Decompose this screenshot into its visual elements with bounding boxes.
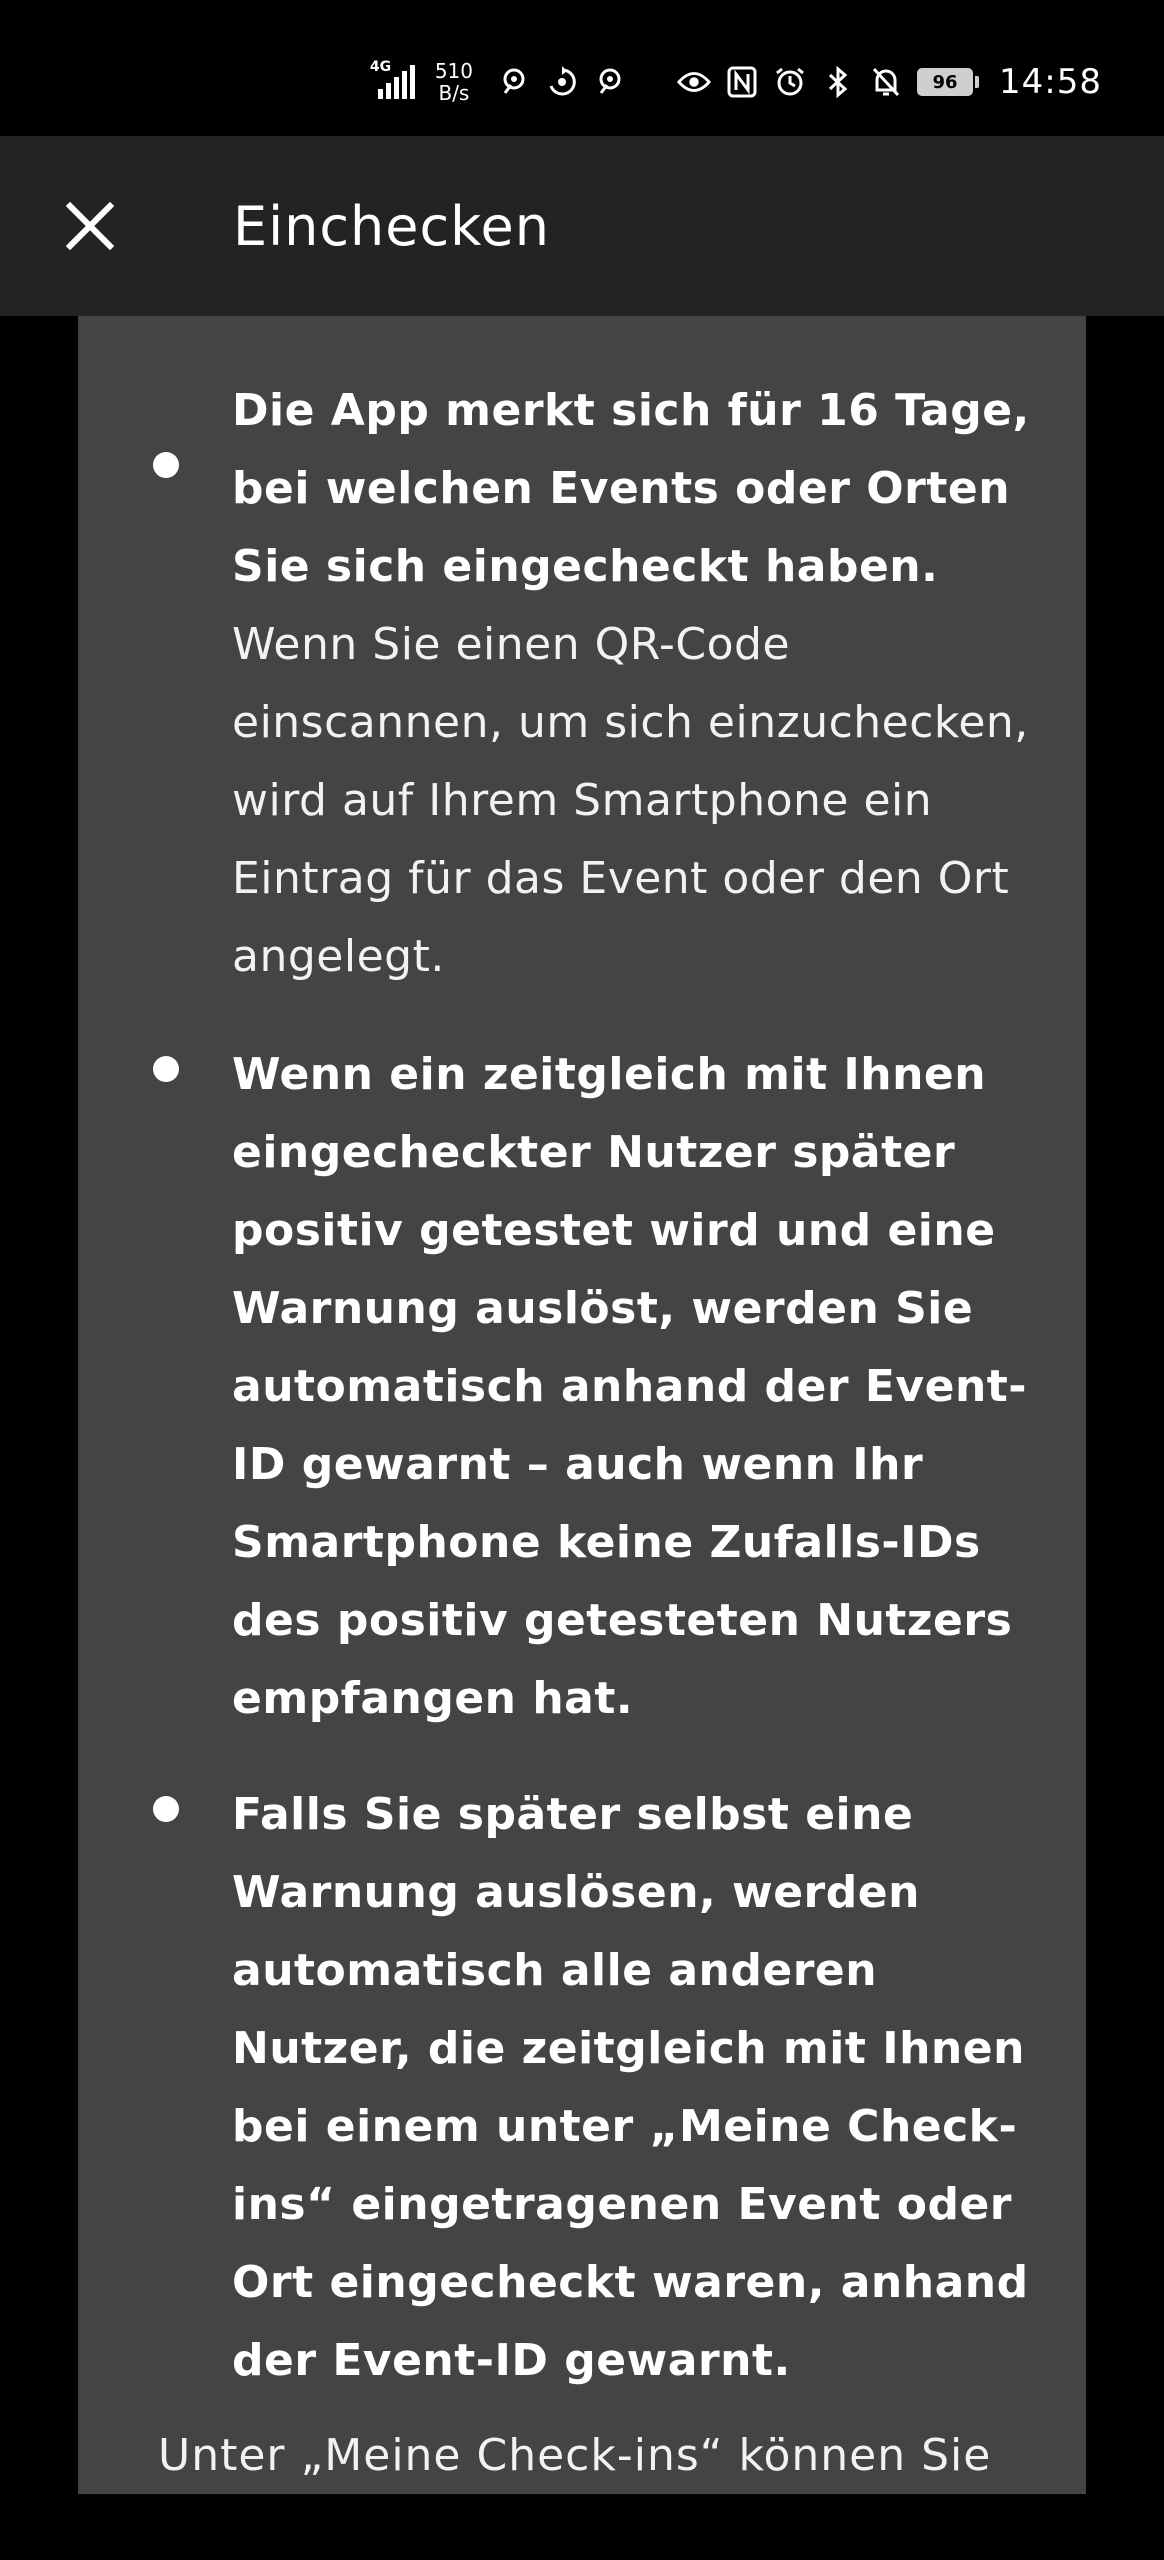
continuation-text: Unter „Meine Check-ins“ können Sie <box>158 2430 992 2481</box>
alarm-icon <box>773 65 807 99</box>
close-button[interactable] <box>50 186 130 266</box>
content-card[interactable] <box>78 316 1086 2494</box>
network-speed <box>435 60 473 104</box>
battery-icon <box>917 68 979 96</box>
bullet-text <box>232 1036 1052 1738</box>
bullet-text <box>232 1776 1052 2400</box>
sync-icon <box>545 65 579 99</box>
bullet-icon <box>153 452 179 478</box>
eye-icon <box>677 65 711 99</box>
nfc-icon <box>725 65 759 99</box>
network-speed-unit: B/s <box>438 81 470 105</box>
bluetooth-icon <box>821 65 855 99</box>
bullet-normal-text: Wenn Sie einen QR-Code einscannen, um sich einzuchecken, wird auf Ihrem Smartphone ein Eintrag für das Event oder den Ort angelegt. <box>232 619 1029 982</box>
battery-level: 96 <box>917 68 973 96</box>
bullet-text <box>232 372 1052 996</box>
bullet-icon <box>153 1796 179 1822</box>
page-title: Einchecken <box>233 195 550 258</box>
close-icon <box>66 202 114 250</box>
network-speed-value: 510 <box>434 59 474 83</box>
mute-bell-icon <box>869 65 903 99</box>
clock: 14:58 <box>999 62 1102 102</box>
cell-signal-icon <box>369 59 415 99</box>
app-bar <box>0 136 1164 316</box>
bullet-bold-text: Die App merkt sich für 16 Tage, bei welchen Events oder Orten Sie sich eingecheckt haben. <box>232 385 1030 592</box>
network-type: 4G <box>369 59 392 75</box>
bullet-icon <box>153 1056 179 1082</box>
status-icons <box>370 56 1102 108</box>
status-bar <box>0 0 1164 136</box>
notification-app-icon <box>497 65 531 99</box>
bullet-bold-text: Falls Sie später selbst eine Warnung auslösen, werden automatisch alle anderen Nutzer, die zeitgleich mit Ihnen bei einem unter „Meine Check-ins“ eingetragenen Event oder Ort eingecheckt waren, anhand der Event-ID gewarnt. <box>232 1789 1029 2386</box>
bullet-bold-text: Wenn ein zeitgleich mit Ihnen eingecheckter Nutzer später positiv getestet wird und eine Warnung auslöst, werden Sie automatisch anhand der Event-ID gewarnt – auch wenn Ihr Smartphone keine Zufalls-IDs des positiv getesteten Nutzers empfangen hat. <box>232 1049 1028 1724</box>
notification-app-icon-2 <box>593 65 627 99</box>
